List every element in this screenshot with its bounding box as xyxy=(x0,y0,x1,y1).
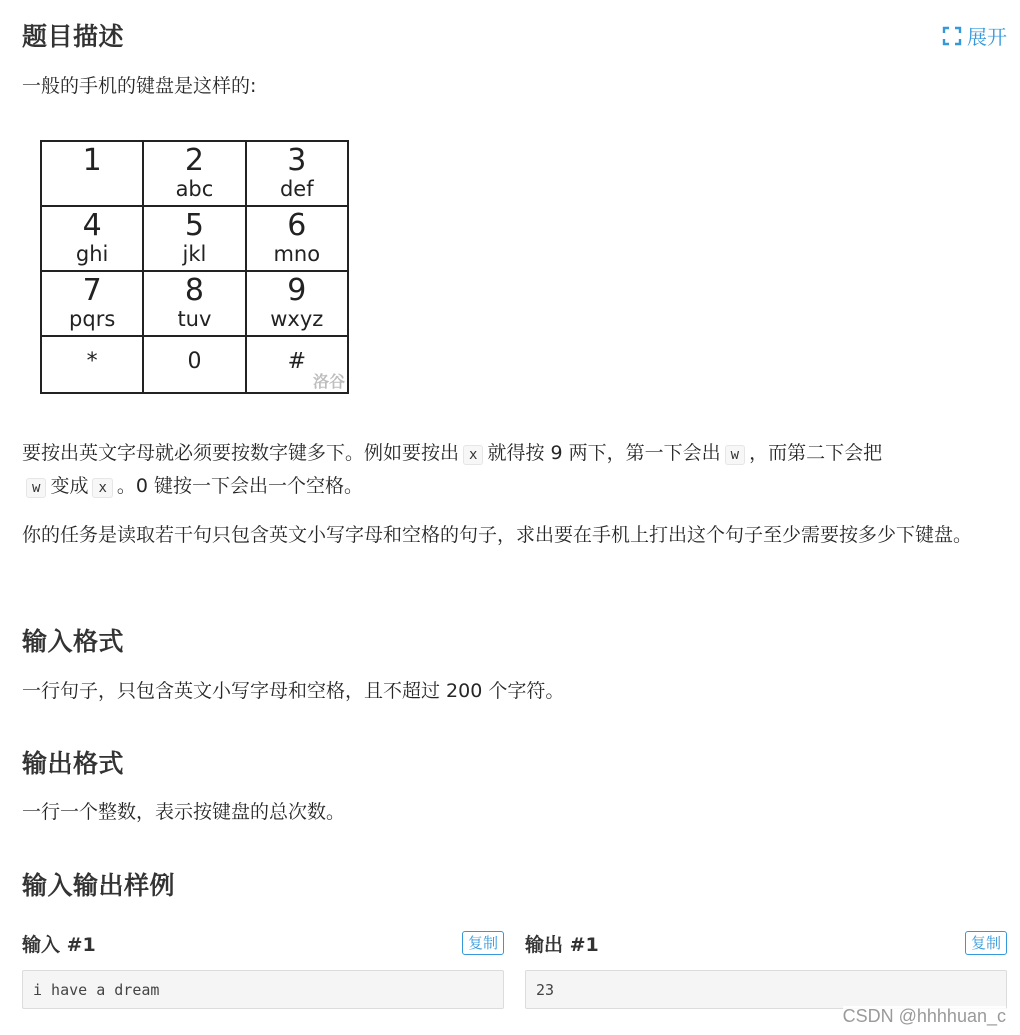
key-letters: tuv xyxy=(177,307,212,331)
key-number: 7 xyxy=(82,273,102,308)
key-number: 3 xyxy=(287,143,307,178)
description-intro: 一般的手机的键盘是这样的: xyxy=(22,75,257,97)
key-0 xyxy=(143,336,245,393)
key-symbol: * xyxy=(86,349,98,374)
rule-text: 要按出英文字母就必须要按数字键多下。例如要按出 xyxy=(22,442,460,464)
sample-output-box[interactable]: 23 xyxy=(525,970,1007,1009)
key-number: 8 xyxy=(184,273,204,308)
key-symbol: 0 xyxy=(187,349,202,374)
key-9 xyxy=(246,271,348,336)
inline-code: w xyxy=(725,445,745,465)
sample-input-box[interactable]: i have a dream xyxy=(22,970,504,1009)
input-format-text: 一行句子，只包含英文小写字母和空格，且不超过 200 个字符。 xyxy=(22,680,565,702)
inline-code: x xyxy=(92,478,112,498)
expand-label: 展开 xyxy=(967,25,1007,49)
description-header xyxy=(22,17,1007,53)
key-number: 6 xyxy=(287,208,307,243)
rule-text: ，而第二下会把 xyxy=(749,442,883,464)
key-number: 9 xyxy=(287,273,307,308)
key-letters: pqrs xyxy=(69,307,116,331)
output-format-text: 一行一个整数，表示按键盘的总次数。 xyxy=(22,801,346,823)
key-letters: ghi xyxy=(75,242,109,266)
key-number: 4 xyxy=(82,208,102,243)
section-title-samples: 输入输出样例 xyxy=(22,871,176,900)
section-title-output-format: 输出格式 xyxy=(22,749,125,778)
key-7 xyxy=(41,271,143,336)
key-symbol: # xyxy=(287,349,306,374)
sample-input-label: 输入 #1 xyxy=(22,934,96,956)
description-rule-2: 你的任务是读取若干句只包含英文小写字母和空格的句子，求出要在手机上打出这个句子至少需要按多少下键盘。 xyxy=(22,524,973,546)
inline-code: w xyxy=(26,478,46,498)
sample-input-header xyxy=(22,930,504,960)
key-2 xyxy=(143,141,245,206)
section-title-input-format: 输入格式 xyxy=(22,627,125,656)
key-letters: wxyz xyxy=(270,307,324,331)
rule-text: 变成 xyxy=(50,475,89,497)
sample-output-label: 输出 #1 xyxy=(525,934,599,956)
csdn-watermark: CSDN @hhhhuan_c xyxy=(842,1006,1006,1026)
image-watermark: 洛谷 xyxy=(312,372,345,391)
key-number: 2 xyxy=(184,143,204,178)
description-rule-1 xyxy=(22,438,1007,504)
key-8 xyxy=(143,271,245,336)
sample-output-header xyxy=(525,930,1007,960)
key-letters: jkl xyxy=(182,242,207,266)
key-6 xyxy=(246,206,348,271)
key-letters: abc xyxy=(175,177,214,201)
key-1 xyxy=(41,141,143,206)
key-letters: def xyxy=(279,177,314,201)
key-3 xyxy=(246,141,348,206)
inline-code: x xyxy=(463,445,483,465)
section-title-description: 题目描述 xyxy=(22,22,125,51)
key-5 xyxy=(143,206,245,271)
sample-input xyxy=(22,930,504,1009)
copy-output-button[interactable]: 复制 xyxy=(965,931,1007,955)
sample-output xyxy=(525,930,1007,1009)
rule-text: 。0 键按一下会出一个空格。 xyxy=(116,475,364,497)
phone-keypad-image xyxy=(40,140,349,393)
expand-button[interactable] xyxy=(942,21,1007,50)
key-letters: mno xyxy=(273,242,321,266)
rule-text: 就得按 9 两下，第一下会出 xyxy=(487,442,721,464)
copy-input-button[interactable]: 复制 xyxy=(462,931,504,955)
key-number: 1 xyxy=(82,143,102,178)
key-hash xyxy=(246,336,348,393)
key-number: 5 xyxy=(184,208,204,243)
key-star xyxy=(41,336,143,393)
expand-icon xyxy=(942,26,962,46)
key-4 xyxy=(41,206,143,271)
